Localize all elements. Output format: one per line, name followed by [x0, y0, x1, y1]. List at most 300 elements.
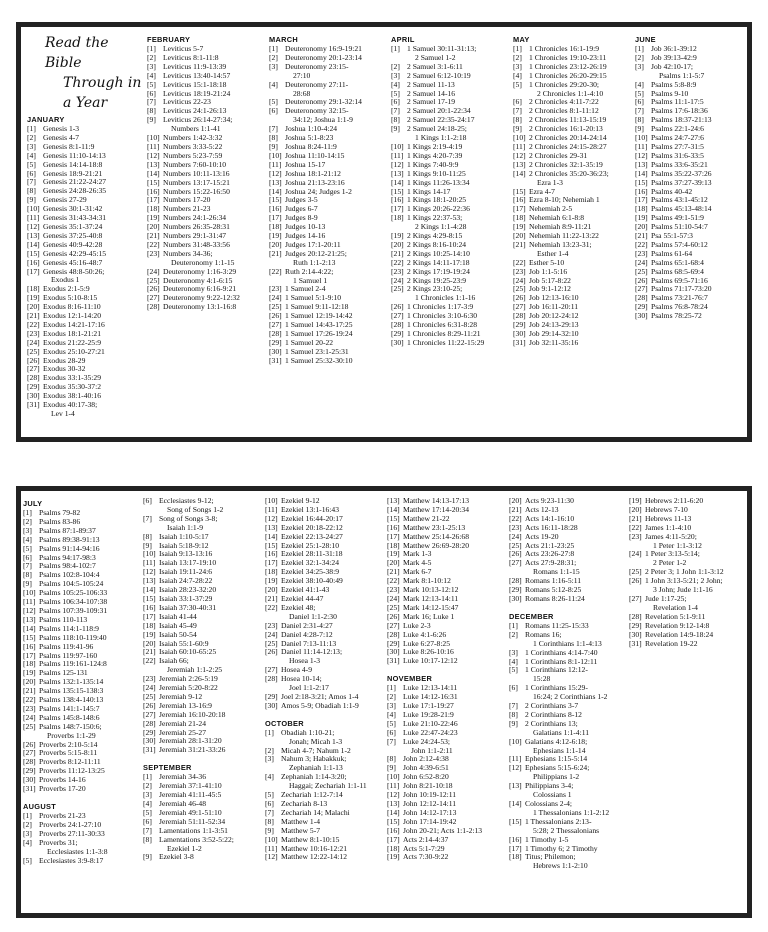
- day-number: [8]: [143, 531, 152, 541]
- day-number: [10]: [509, 736, 522, 746]
- day-number: [20]: [629, 504, 642, 514]
- day-number: [21]: [27, 311, 40, 321]
- day-number: [23]: [635, 248, 648, 258]
- scripture-range: 1 Kings 20:26-22:36: [407, 204, 470, 214]
- scripture-range: 1 Samuel 5:1-9:10: [285, 293, 342, 303]
- day-number: [5]: [23, 855, 32, 865]
- day-number: [25]: [391, 284, 404, 294]
- day-number: [3]: [387, 701, 396, 711]
- day-number: [22]: [635, 239, 648, 249]
- scripture-range: Acts 23:26-27:8: [525, 549, 575, 559]
- scripture-range: Lev 1-4: [51, 409, 75, 418]
- scripture-range: Ezekiel 41:1-43: [281, 585, 330, 595]
- scripture-range: Leviticus 22-23: [163, 97, 211, 107]
- day-number: [14]: [391, 177, 404, 187]
- day-number: [4]: [23, 534, 32, 544]
- scripture-range: Genesis 11:10-14:13: [43, 150, 106, 160]
- day-number: [1]: [391, 44, 400, 53]
- scripture-range: Ezekiel 28:11-31:18: [281, 549, 343, 559]
- scripture-range: 1 Kings 7:40-9:9: [407, 159, 459, 169]
- scripture-range: Job 24:13-29:13: [529, 320, 579, 330]
- reading-entry: [513, 241, 633, 250]
- scripture-range: Ezra 1-3: [537, 177, 563, 187]
- scripture-range: Luke 17:1-19:27: [403, 701, 454, 711]
- scripture-range: 1 Chronicles 6:31-8:28: [407, 320, 478, 330]
- day-number: [28]: [509, 576, 522, 586]
- scripture-range: Isaiah 28:23-32:20: [159, 585, 217, 595]
- scripture-range: Genesis 48:8-50:26;: [43, 266, 105, 276]
- day-number: [9]: [513, 124, 522, 134]
- day-number: [22]: [147, 239, 160, 249]
- day-number: [28]: [513, 311, 526, 321]
- scripture-range: John 8:21-10:18: [403, 781, 453, 791]
- scripture-range: Jeremiah 41:11-45:5: [159, 790, 222, 800]
- scripture-range: Psalms 79-82: [39, 508, 81, 517]
- day-number: [27]: [629, 593, 642, 603]
- scripture-range: Isaiah 19:11-24:6: [159, 567, 213, 577]
- scripture-range: Luke 4:1-6:26: [403, 629, 447, 639]
- reading-column: [509, 497, 627, 871]
- day-number: [13]: [387, 799, 400, 808]
- scripture-range: Psalms 135:15-138:3: [39, 686, 104, 696]
- scripture-range: Psalms 68:5-69:4: [651, 266, 704, 276]
- scripture-range: Numbers 31:48-33:56: [163, 239, 230, 249]
- day-number: [7]: [387, 736, 396, 746]
- day-number: [28]: [391, 320, 404, 330]
- day-number: [1]: [147, 44, 156, 53]
- day-number: [21]: [143, 647, 156, 657]
- day-number: [24]: [513, 275, 526, 285]
- scripture-range: 2 Samuel 3:1-6:11: [407, 61, 463, 71]
- day-number: [29]: [513, 320, 526, 330]
- reading-entry: [635, 312, 749, 321]
- scripture-range: 2 Samuel 17-19: [407, 97, 456, 107]
- day-number: [25]: [629, 567, 642, 577]
- day-number: [23]: [387, 585, 400, 595]
- day-number: [1]: [269, 44, 278, 53]
- scripture-range: John 12:12-14:11: [403, 799, 457, 808]
- day-number: [4]: [143, 799, 152, 808]
- scripture-range: Genesis 31:43-34:31: [43, 213, 107, 223]
- scripture-range: Psalms 125-131: [39, 668, 88, 678]
- day-number: [16]: [23, 641, 36, 651]
- scripture-range: 1 Samuel 20-22: [285, 337, 334, 347]
- scripture-range: 1 Chronicles 16:1-19:9: [529, 44, 600, 53]
- scripture-range: Ruth 2:14-4:22;: [285, 266, 334, 276]
- scripture-range: Luke 10:17-12:12: [403, 656, 458, 666]
- day-number: [30]: [391, 337, 404, 347]
- scripture-range: Exodus 30-32: [43, 364, 86, 374]
- day-number: [21]: [147, 231, 160, 241]
- day-number: [6]: [269, 106, 278, 116]
- scripture-range: Numbers 13:17-15:21: [163, 177, 230, 187]
- day-number: [14]: [265, 531, 278, 541]
- scripture-range: Leviticus 15:1-18:18: [163, 79, 227, 89]
- scripture-range: Acts 19-20: [525, 531, 559, 541]
- scripture-range: Genesis 1-3: [43, 124, 80, 133]
- reading-entry: [629, 640, 749, 649]
- day-number: [16]: [387, 522, 400, 532]
- day-number: [16]: [269, 204, 282, 214]
- day-number: [26]: [265, 647, 278, 657]
- scripture-range: 2 Chronicles 35:20-36:23;: [529, 168, 609, 178]
- scripture-range: Joshua 15-17: [285, 159, 326, 169]
- day-number: [9]: [143, 540, 152, 550]
- reading-entry: [147, 303, 267, 312]
- scripture-range: Romans 1:1-15: [533, 567, 580, 577]
- scripture-range: Genesis 24:28-26:35: [43, 186, 107, 196]
- scripture-range: Exodus 5:10-8:15: [43, 293, 98, 303]
- scripture-range: Acts 9:23-11:30: [525, 497, 574, 505]
- day-number: [26]: [635, 275, 648, 285]
- scripture-range: Proverbs 5:15-8:11: [39, 748, 98, 758]
- day-number: [26]: [387, 611, 400, 621]
- scripture-range: Job 42:10-17;: [651, 61, 693, 71]
- scripture-range: 1 Samuel 1: [293, 275, 328, 285]
- scripture-range: Exodus 18:1-21:21: [43, 328, 102, 338]
- reading-entry: [269, 357, 389, 366]
- scripture-range: 1 Chronicles 11:22-15:29: [407, 337, 485, 347]
- scripture-range: Isaiah 5:18-9:12: [159, 540, 209, 550]
- scripture-range: Proverbs 24:1-27:10: [39, 819, 102, 829]
- day-number: [28]: [629, 611, 642, 621]
- scripture-range: Zephaniah 1:14-3:20;: [281, 772, 347, 782]
- day-number: [29]: [265, 691, 278, 701]
- day-number: [25]: [269, 302, 282, 312]
- day-number: [2]: [265, 745, 274, 755]
- scripture-range: Psalms 57:4-60:12: [651, 239, 708, 249]
- day-number: [31]: [513, 337, 526, 347]
- scripture-range: Exodus 33:1-35:29: [43, 373, 102, 383]
- day-number: [18]: [23, 659, 36, 669]
- scripture-range: Job 5:17-8:22: [529, 275, 571, 285]
- scripture-range: Psalms 45:13-48:14: [651, 204, 712, 214]
- scripture-range: Daniel 11:14-12:13;: [281, 647, 343, 657]
- day-number: [23]: [143, 674, 156, 684]
- scripture-range: Deuteronomy 23:15-: [285, 61, 349, 71]
- scripture-range: Isaiah 37:30-40:31: [159, 602, 217, 612]
- day-number: [5]: [387, 718, 396, 728]
- day-number: [19]: [629, 497, 642, 505]
- scripture-range: 2 Chronicles 20:14-24:14: [529, 133, 607, 143]
- day-number: [4]: [269, 79, 278, 89]
- day-number: [11]: [635, 141, 648, 151]
- scripture-range: 1 Timothy 1-5: [525, 834, 569, 844]
- scripture-range: Ezekiel 38:10-40:49: [281, 576, 343, 586]
- scripture-range: Proverbs 8:12-11:11: [39, 757, 101, 767]
- day-number: [7]: [265, 807, 274, 817]
- scripture-range: Judges 6-7: [285, 204, 318, 214]
- day-number: [8]: [23, 570, 32, 580]
- scripture-range: 27:10: [293, 70, 311, 80]
- scripture-range: Jude 1:17-25;: [645, 593, 687, 603]
- day-number: [10]: [387, 772, 400, 782]
- scripture-range: 2 Peter 3; 1 John 1:1-3:12: [645, 567, 724, 577]
- scripture-range: Genesis 35:1-37:24: [43, 221, 103, 231]
- reading-column: [23, 497, 141, 865]
- scripture-range: Proverbs 21-23: [39, 811, 86, 820]
- scripture-range: Psalms 11:1-17:5: [651, 97, 704, 107]
- day-number: [16]: [143, 602, 156, 612]
- scripture-range: Psalms 51:10-54:7: [651, 222, 708, 232]
- reading-continuation: [509, 862, 627, 871]
- day-number: [15]: [387, 816, 400, 826]
- scripture-range: Isaiah 60:10-65:25: [159, 647, 217, 657]
- scripture-range: 2 Chronicles 24:15-28:27: [529, 141, 607, 151]
- day-number: [13]: [265, 522, 278, 532]
- scripture-range: Ephesians 1:15-5:14: [525, 754, 588, 764]
- scripture-range: Jeremiah 16:10-20:18: [159, 709, 226, 719]
- scripture-range: Psalms 145:8-148:6: [39, 712, 100, 722]
- scripture-range: Ephesians 5:15-6:24;: [525, 763, 590, 773]
- scripture-range: 1 Chronicles 19:10-23:11: [529, 52, 607, 62]
- scripture-range: 1 Peter 1:1-3:12: [653, 540, 702, 550]
- day-number: [29]: [269, 337, 282, 347]
- scripture-range: Exodus 12:1-14:20: [43, 311, 102, 321]
- scripture-range: Joshua 24; Judges 1-2: [285, 186, 352, 196]
- day-number: [22]: [629, 522, 642, 532]
- day-number: [19]: [265, 576, 278, 586]
- day-number: [16]: [513, 195, 526, 205]
- scripture-range: 2 Corinthians 3-7: [525, 701, 579, 711]
- day-number: [16]: [391, 195, 404, 205]
- day-number: [12]: [269, 168, 282, 178]
- day-number: [28]: [23, 757, 36, 767]
- scripture-range: 1 Chronicles 3:10-6:30: [407, 311, 478, 321]
- day-number: [21]: [269, 248, 282, 258]
- day-number: [24]: [387, 593, 400, 603]
- scripture-range: James 1:1-4:10: [645, 522, 692, 532]
- reading-continuation: [27, 410, 145, 419]
- day-number: [1]: [265, 727, 274, 737]
- scripture-range: Psalms 69:5-71:16: [651, 275, 708, 285]
- day-number: [4]: [265, 772, 274, 782]
- scripture-range: Zechariah 1:12-7:14: [281, 790, 343, 800]
- day-number: [29]: [391, 329, 404, 338]
- scripture-range: Ezekiel 22:13-24:27: [281, 531, 343, 541]
- day-number: [20]: [147, 222, 160, 232]
- day-number: [16]: [265, 549, 278, 559]
- scripture-range: Colossians 1: [533, 790, 572, 800]
- day-number: [20]: [635, 222, 648, 232]
- scripture-range: Psalms 89:38-91:13: [39, 534, 100, 544]
- scripture-range: Psalms 73:21-76:7: [651, 293, 708, 303]
- scripture-range: Matthew 21-22: [403, 513, 450, 523]
- reading-entry: [629, 550, 749, 559]
- scripture-range: 1 Samuel 23:1-25:31: [285, 346, 349, 356]
- scripture-range: 5:28; 2 Thessalonians: [533, 825, 600, 835]
- scripture-range: 1 Samuel 12:19-14:42: [285, 311, 353, 321]
- month-heading: FEBRUARY: [147, 35, 191, 44]
- day-number: [2]: [27, 132, 36, 142]
- day-number: [23]: [23, 703, 36, 713]
- scripture-range: Haggai; Zechariah 1:1-11: [289, 781, 367, 791]
- day-number: [17]: [387, 834, 400, 844]
- day-number: [19]: [513, 222, 526, 232]
- scripture-range: Matthew 26:69-28:20: [403, 540, 470, 550]
- day-number: [30]: [509, 593, 522, 603]
- scripture-range: Psalms 107:39-109:31: [39, 605, 108, 615]
- scripture-range: Acts 7:30-9:22: [403, 852, 449, 862]
- day-number: [12]: [265, 513, 278, 523]
- scripture-range: 2 Chronicles 1:1-4:10: [537, 88, 604, 98]
- day-number: [14]: [387, 504, 400, 514]
- day-number: [27]: [269, 320, 282, 330]
- scripture-range: Zechariah 8-13: [281, 799, 328, 808]
- scripture-range: Psalms 24:7-27:6: [651, 133, 704, 143]
- scripture-range: 2 Corinthians 8-12: [525, 709, 582, 719]
- day-number: [13]: [143, 576, 156, 586]
- day-number: [8]: [635, 115, 644, 125]
- scripture-range: 1 Corinthians 12:12-: [525, 665, 588, 675]
- scripture-range: Micah 4-7; Nahum 1-2: [281, 745, 351, 755]
- day-number: [7]: [143, 513, 152, 523]
- scripture-range: 2 Samuel 11-13: [407, 79, 455, 89]
- scripture-range: Job 32:11-35:16: [529, 337, 579, 347]
- scripture-range: Psalms 83-86: [39, 516, 81, 526]
- scripture-range: Revelation 1-4: [653, 602, 698, 612]
- day-number: [28]: [387, 629, 400, 639]
- month-heading: SEPTEMBER: [143, 763, 192, 773]
- plan-title-line: Read the Bible: [45, 35, 109, 71]
- day-number: [27]: [391, 311, 404, 321]
- scripture-range: Lamentations 1:1-3:51: [159, 825, 228, 835]
- scripture-range: Numbers 24:1-26:34: [163, 213, 227, 223]
- day-number: [5]: [23, 543, 32, 553]
- day-number: [29]: [23, 766, 36, 776]
- day-number: [23]: [629, 531, 642, 541]
- day-number: [11]: [147, 141, 160, 151]
- scripture-range: Romans 5:12-8:25: [525, 585, 582, 595]
- scripture-range: Luke 22:47-24:23: [403, 727, 458, 737]
- day-number: [21]: [265, 593, 278, 603]
- scripture-range: 3 John; Jude 1:1-16: [653, 585, 713, 595]
- scripture-range: 28:68: [293, 88, 311, 98]
- day-number: [17]: [635, 195, 648, 205]
- scripture-range: Leviticus 13:40-14:57: [163, 70, 231, 80]
- scripture-range: 2 Chronicles 16:1-20:13: [529, 124, 603, 134]
- scripture-range: 1 Kings 2:19-4:19: [407, 141, 463, 151]
- day-number: [14]: [143, 585, 156, 595]
- scripture-range: 2 Samuel 1-2: [415, 52, 456, 62]
- scripture-range: Deuteronomy 1:1-15: [171, 257, 235, 267]
- day-number: [25]: [27, 346, 40, 356]
- scripture-range: Psalms 17:6-18:36: [651, 106, 708, 116]
- reading-entry: [23, 857, 141, 866]
- scripture-range: Genesis 27-29: [43, 195, 87, 205]
- scripture-range: Mark 10:13-12:12: [403, 585, 459, 595]
- day-number: [27]: [143, 709, 156, 719]
- day-number: [3]: [23, 525, 32, 535]
- day-number: [9]: [509, 718, 518, 728]
- day-number: [21]: [391, 248, 404, 258]
- day-number: [17]: [391, 204, 404, 214]
- scripture-range: Judges 8-9: [285, 213, 318, 223]
- day-number: [24]: [391, 275, 404, 285]
- day-number: [8]: [269, 133, 278, 143]
- day-number: [10]: [143, 549, 156, 559]
- day-number: [8]: [27, 186, 36, 196]
- month-heading: OCTOBER: [265, 718, 304, 728]
- day-number: [26]: [23, 739, 36, 749]
- scripture-range: 34:12; Joshua 1:1-9: [293, 115, 353, 125]
- day-number: [26]: [27, 355, 40, 365]
- day-number: [6]: [509, 683, 518, 693]
- day-number: [30]: [143, 736, 156, 746]
- scripture-range: Numbers 10:11-13:16: [163, 168, 230, 178]
- day-number: [3]: [269, 61, 278, 71]
- scripture-range: Deuteronomy 4:1-6:15: [163, 275, 233, 285]
- scripture-range: 1 Timothy 6; 2 Timothy: [525, 843, 598, 853]
- day-number: [5]: [265, 790, 274, 800]
- reading-entry: [265, 648, 385, 657]
- day-number: [11]: [143, 558, 156, 568]
- month-heading: APRIL: [391, 35, 415, 44]
- day-number: [19]: [23, 668, 36, 678]
- scripture-range: Genesis 42:29-45:15: [43, 248, 107, 258]
- day-number: [26]: [513, 293, 526, 303]
- scripture-range: Numbers 1:1-41: [171, 124, 221, 134]
- day-number: [25]: [513, 284, 526, 294]
- scripture-range: Mark 14:12-15:47: [403, 602, 459, 612]
- reading-column: [629, 497, 749, 648]
- day-number: [25]: [23, 721, 36, 731]
- scripture-range: Luke 24:24-53;: [403, 736, 451, 746]
- day-number: [19]: [27, 293, 40, 303]
- day-number: [21]: [513, 239, 526, 249]
- scripture-range: 2 Samuel 6:12-10:19: [407, 70, 471, 80]
- day-number: [3]: [509, 647, 518, 657]
- scripture-range: 2 Kings 10:25-14:10: [407, 248, 470, 258]
- scripture-range: Numbers 29:1-31:47: [163, 231, 227, 241]
- day-number: [24]: [629, 549, 642, 559]
- day-number: [2]: [269, 52, 278, 62]
- day-number: [16]: [387, 825, 400, 835]
- scripture-range: Psalms 102:8-104:4: [39, 570, 100, 580]
- scripture-range: Luke 19:28-21:9: [403, 709, 454, 719]
- day-number: [9]: [269, 141, 278, 151]
- scripture-range: 2 Samuel 22:35-24:17: [407, 115, 475, 125]
- scripture-range: Ezekiel 48;: [281, 602, 316, 612]
- day-number: [7]: [147, 97, 156, 107]
- reading-entry: [387, 657, 507, 666]
- scripture-range: Jonah; Micah 1-3: [289, 736, 343, 746]
- day-number: [11]: [269, 159, 282, 169]
- scripture-range: Numbers 26:35-28:31: [163, 222, 230, 232]
- scripture-range: Isaiah 50-54: [159, 629, 197, 639]
- day-number: [20]: [265, 585, 278, 595]
- day-number: [23]: [265, 620, 278, 630]
- scripture-range: Numbers 15:22-16:50: [163, 186, 230, 196]
- scripture-range: Joshua 21:13-23:16: [285, 177, 345, 187]
- day-number: [29]: [387, 638, 400, 648]
- day-number: [2]: [387, 692, 396, 702]
- day-number: [6]: [387, 727, 396, 737]
- scripture-range: Matthew 23:1-25:13: [403, 522, 466, 532]
- day-number: [15]: [387, 513, 400, 523]
- scripture-range: Acts 12-13: [525, 504, 559, 514]
- scripture-range: Jeremiah 31:21-33:26: [159, 745, 226, 755]
- day-number: [2]: [391, 61, 400, 71]
- day-number: [14]: [509, 799, 522, 808]
- scripture-range: 1 Corinthians 1:1-4:13: [533, 638, 602, 648]
- scripture-range: Ezra 4-7: [529, 186, 555, 196]
- scripture-range: Acts 21:1-23:25: [525, 540, 575, 550]
- day-number: [9]: [143, 852, 152, 862]
- scripture-range: Zephaniah 1:1-13: [289, 763, 343, 773]
- scripture-range: Psalms 138:4-140:13: [39, 695, 104, 705]
- day-number: [25]: [387, 602, 400, 612]
